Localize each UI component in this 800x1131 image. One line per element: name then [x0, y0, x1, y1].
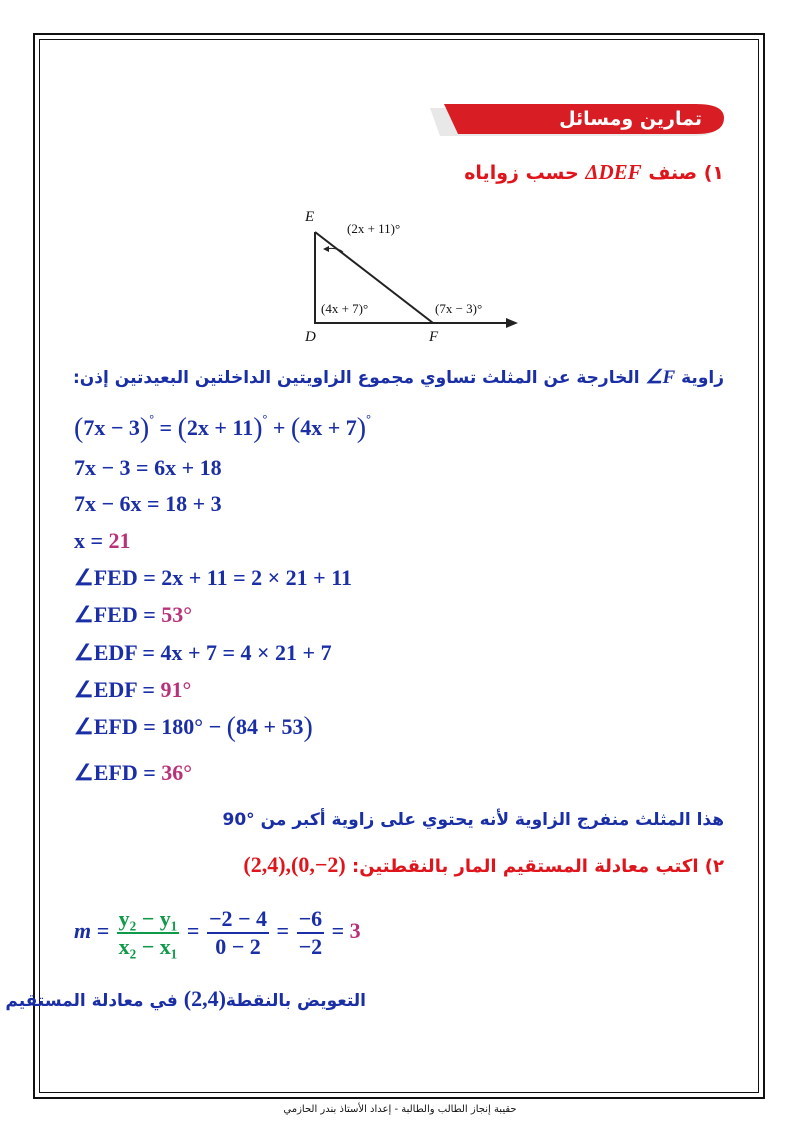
q2-points: (2,4),(0,−2)	[243, 852, 346, 877]
degree-3: °	[366, 412, 371, 426]
q1-prompt: صنف	[648, 162, 698, 184]
vertex-e-label: E	[305, 209, 315, 225]
step-6	[74, 602, 192, 628]
step-8	[74, 677, 191, 703]
slope-result: 3	[349, 918, 361, 944]
degree-1: °	[149, 412, 155, 426]
step-7	[74, 640, 332, 666]
substitution-line	[5, 986, 366, 1012]
slope-sub-denominator: 0 − 2	[215, 934, 261, 959]
x-value: 21	[108, 528, 131, 553]
step-10-eq: =	[143, 760, 156, 785]
q1-number: ١)	[703, 162, 724, 184]
step-9-inner: 84 + 53	[235, 714, 304, 739]
question-2-title	[243, 852, 724, 878]
step-6-angle: ∠FED	[74, 602, 138, 627]
explanation-text-a: زاوية	[681, 368, 724, 388]
step-1-term-a: 7x − 3	[83, 415, 140, 440]
slope-substituted-fraction	[207, 906, 269, 960]
step-1-term-b: 2x + 11	[186, 415, 254, 440]
q2-number: ٢)	[704, 856, 724, 877]
slope-sub-numerator: −2 − 4	[207, 906, 269, 934]
step-1-term-c: 4x + 7	[300, 415, 357, 440]
substitution-text-a: التعويض بالنقطة	[225, 991, 366, 1011]
step-1: (7x − 3)° = (2x + 11)° + (4x + 7)°	[74, 412, 371, 444]
angle-top-label: (2x + 11)°	[347, 221, 401, 236]
step-8-angle: ∠EDF	[74, 677, 137, 702]
question-1-title	[464, 160, 724, 185]
q1-rest: حسب زواياه	[464, 162, 579, 184]
q1-triangle: ΔDEF	[585, 160, 642, 184]
step-4-lhs: x =	[74, 528, 104, 553]
q2-prompt: اكتب معادلة المستقيم المار بالنقطتين:	[352, 856, 699, 877]
step-8-eq: =	[142, 677, 155, 702]
conclusion-line: هذا المثلث منفرج الزاوية لأنه يحتوي على زاوية أكبر من °90	[222, 810, 724, 830]
step-9-rhs: = 180° −	[143, 714, 222, 739]
angle-fed-value: 53°	[161, 602, 193, 627]
vertex-f-label: F	[429, 329, 439, 345]
slope-formula-denominator: x₂ − x₁	[118, 934, 178, 959]
step-2: 7x − 3 = 6x + 18	[74, 455, 222, 480]
slope-equation: m = $\frac{\text{y₂ − y₁}}{\text{x₂ − x₁}}$ = $\frac{-2 - 4}{0 - 2}$ = $\frac{-6}{-2}$ = 3	[74, 906, 361, 959]
step-4	[74, 528, 131, 554]
angle-f-label: (7x − 3)°	[435, 301, 483, 316]
step-5-rhs: = 2x + 11 = 2 × 21 + 11	[143, 565, 352, 590]
slope-formula-fraction	[117, 906, 180, 960]
angle-efd-value: 36°	[161, 760, 193, 785]
step-6-eq: =	[143, 602, 156, 627]
step-7-rhs: = 4x + 7 = 4 × 21 + 7	[142, 640, 332, 665]
vertex-d-label: D	[305, 329, 316, 345]
slope-simple-numerator: −6	[297, 906, 325, 934]
step-9-angle: ∠EFD	[74, 714, 138, 739]
slope-m: m =	[74, 918, 110, 944]
step-9: ∠EFD = 180° − (84 + 53)	[74, 712, 313, 743]
explanation-text-b: الخارجة عن المثلث تساوي مجموع الزاويتين الداخلتين البعيدتين إذن:	[73, 368, 640, 388]
substitution-text-b: في معادلة المستقيم	[5, 991, 178, 1011]
angle-d-label: (4x + 7)°	[321, 301, 369, 316]
step-10	[74, 760, 192, 786]
section-banner	[430, 102, 724, 138]
step-7-angle: ∠EDF	[74, 640, 137, 665]
step-3: 7x − 6x = 18 + 3	[74, 491, 222, 516]
angle-edf-value: 91°	[160, 677, 192, 702]
step-10-angle: ∠EFD	[74, 760, 138, 785]
slope-formula-numerator: y₂ − y₁	[117, 906, 180, 934]
page-footer: حقيبة إنجاز الطالب والطالبة - إعداد الأستاذ بندر الحازمي	[283, 1104, 517, 1115]
banner-title: تمارين ومسائل	[559, 108, 702, 130]
step-5	[74, 565, 352, 591]
degree-2: °	[262, 412, 268, 426]
explanation-line	[73, 366, 724, 389]
step-5-angle: ∠FED	[74, 565, 138, 590]
exterior-angle-name: F∠	[645, 367, 676, 388]
triangle-figure	[295, 205, 525, 345]
substitution-point: (2,4)	[183, 986, 226, 1011]
slope-simple-denominator: −2	[298, 934, 323, 959]
slope-simple-fraction	[297, 906, 325, 960]
